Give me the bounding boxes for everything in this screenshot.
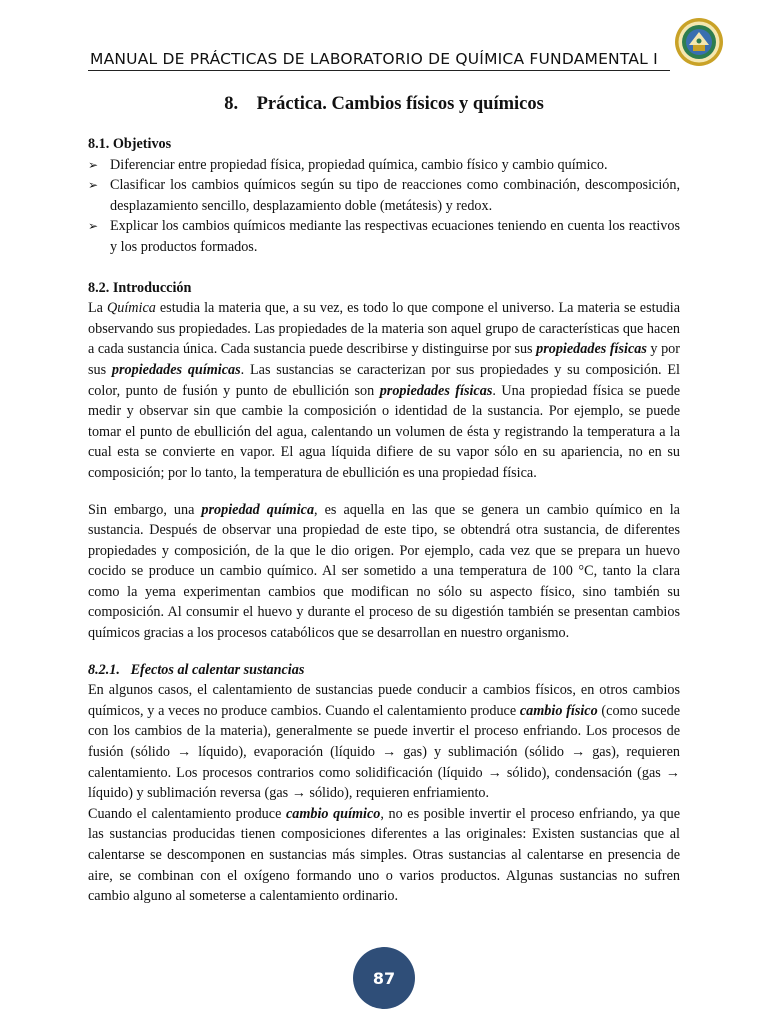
university-seal-icon [674,17,724,67]
list-item [88,175,680,216]
text-run: En algunos casos, el calentamiento de sustancias puede conducir a cambios físicos, en otros cambios químicos, y a veces no produce cambios. Cuando el calentamiento produce [88,682,680,719]
intro-paragraph-1 [88,298,680,483]
text-run: . Las sustancias se caracterizan por sus propiedades y su composición. El color, punto de fusión y punto de ebullición son [88,361,680,399]
arrowhead-bullet-icon: ➢ [88,178,99,193]
text-run-bold-italic: propiedades químicas [111,361,241,378]
objectives-list [88,155,680,258]
objective-text: Diferenciar entre propiedad física, propiedad química, cambio físico y cambio químico. [110,156,608,173]
text-run: estudia la materia que, a su vez, es todo lo que compone el universo. La materia se estudia observando sus propiedades. Las propiedades de la materia son aquel grupo de características que hacen a cada sustancia única. Cada sustancia puede describirse y distinguirse por sus [88,300,680,358]
text-run: Cuando el calentamiento produce [88,805,286,822]
page-content [88,92,680,907]
text-run-bold-italic: propiedades físicas [536,341,647,358]
text-run: Sin embargo, una [88,501,202,518]
text-run: , no es posible invertir el proceso enfriando, ya que las sustancias producidas tienen composiciones diferentes a las originales: Existen sustancias que al calentarse se descomponen en sustancias más simples. Otras sustancias al calentarse en presencia de aire, se combinan con el oxígeno formando uno o varios productos. Algunas sustancias no sufren cambio alguno al someterse a calentamiento ordinario. [88,805,681,905]
text-run-bold-italic: cambio químico [285,805,381,822]
objectives-heading: 8.1. Objetivos [88,136,172,152]
text-run-italic: Química [106,300,156,317]
text-run: (como sucede con los cambios de la materia), generalmente se puede invertir el proceso enfriando. Los procesos de fusión (sólido → líquido), evaporación (líquido → gas) y sublimación (sólido → gas), requieren calentamiento. Los procesos contrarios como solidificación (líquido → sólido), condensación (gas → líquido) y sublimación reversa (gas → sólido), requieren enfriamiento. [88,702,680,802]
intro-heading: 8.2. Introducción [88,279,192,296]
list-item [88,155,680,176]
chapter-title [88,92,680,116]
list-item [88,216,680,257]
heating-paragraph-2 [88,804,680,907]
page-number-badge [353,947,415,1009]
page-number: 87 [372,968,396,988]
page-header [88,42,670,71]
heating-paragraph-1 [88,680,680,804]
header-title: MANUAL DE PRÁCTICAS DE LABORATORIO DE QUÍMICA FUNDAMENTAL I [90,50,658,68]
text-run-bold-italic: propiedad química [201,501,315,518]
text-run-bold-italic: cambio físico [519,702,598,719]
objective-text: Explicar los cambios químicos mediante las respectivas ecuaciones teniendo en cuenta los reactivos y los productos formados. [110,218,680,255]
text-run: , es aquella en las que se genera un cambio químico en la sustancia. Después de observar una propiedad de este tipo, se obtendrá otra sustancia, de diferentes propiedades y composición, de la que le dio origen. Por ejemplo, cada vez que se prepara un huevo cocido se produce un cambio químico. Al ser sometido a una temperatura de 100 °C, tanto la clara como la yema experimentan cambios que modifican no sólo su aspecto físico, sino también su composición. Al consumir el huevo y durante el proceso de su digestión también se presentan cambios químicos gracias a los procesos catabólicos que se desarrollan en nuestro organismo. [88,501,680,642]
intro-paragraph-2 [88,500,680,644]
arrowhead-bullet-icon: ➢ [88,157,99,172]
heating-heading: 8.2.1. Efectos al calentar sustancias [88,661,305,678]
chapter-title-text: Práctica. Cambios físicos y químicos [256,94,544,114]
text-run: y por sus [88,341,681,378]
chapter-number: 8. [224,94,239,114]
text-run-bold-italic: propiedades físicas [379,382,493,399]
objective-text: Clasificar los cambios químicos según su tipo de reacciones como combinación, descomposición, desplazamiento sencillo, desplazamiento doble (metátesis) y redox. [110,177,680,214]
text-run: La [88,300,107,317]
text-run: . Una propiedad física se puede medir y observar sin que cambie la composición o identidad de la sustancia. Por ejemplo, se puede tomar el punto de ebullición del agua, calentando un volumen de ésta y registrando la temperatura a la cual esta se convierte en vapor. El agua líquida difiere de su vapor sólo en su apariencia, no en su composición; por lo tanto, la temperatura de ebullición es una propiedad física. [88,382,680,481]
arrowhead-bullet-icon: ➢ [88,219,99,234]
